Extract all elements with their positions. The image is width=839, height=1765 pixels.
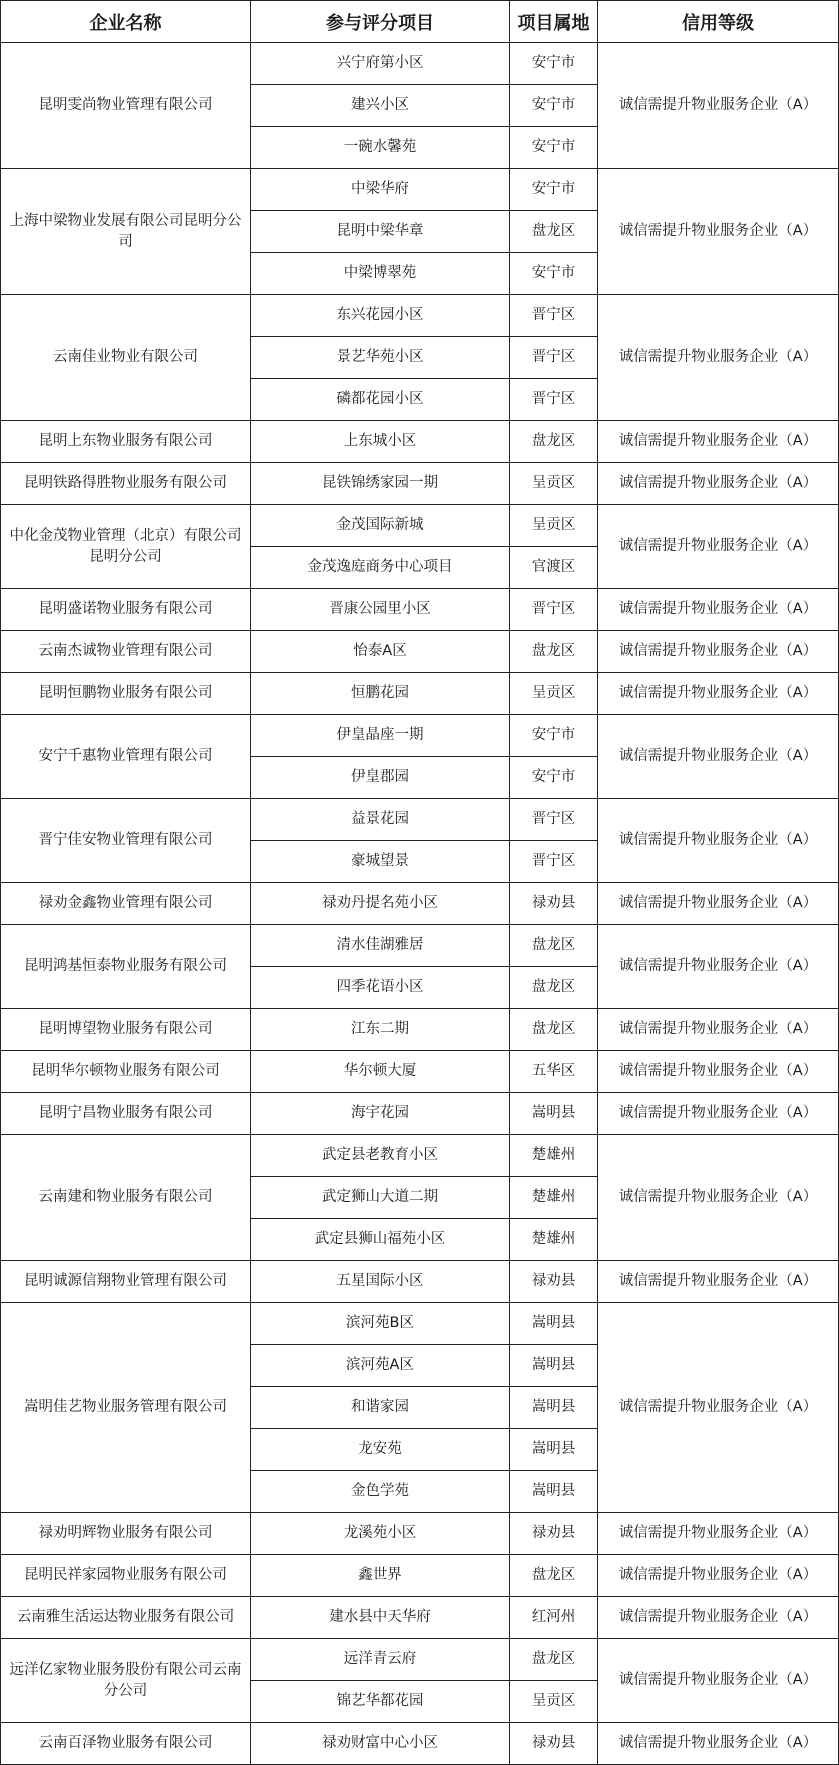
project-cell: 磷都花园小区 — [251, 379, 510, 421]
location-cell: 楚雄州 — [510, 1219, 598, 1261]
table-row — [1, 1051, 839, 1093]
location-cell: 晋宁区 — [510, 337, 598, 379]
location-cell: 嵩明县 — [510, 1093, 598, 1135]
project-cell: 上东城小区 — [251, 421, 510, 463]
credit-level-cell: 诚信需提升物业服务企业（A） — [598, 1639, 839, 1723]
table-row — [1, 799, 839, 841]
project-cell: 海宇花园 — [251, 1093, 510, 1135]
location-cell: 嵩明县 — [510, 1471, 598, 1513]
company-name-cell: 昆明华尔顿物业服务有限公司 — [1, 1051, 251, 1093]
project-cell: 清水佳湖雅居 — [251, 925, 510, 967]
table-row — [1, 1009, 839, 1051]
location-cell: 楚雄州 — [510, 1135, 598, 1177]
credit-level-cell: 诚信需提升物业服务企业（A） — [598, 1513, 839, 1555]
project-cell: 一碗水馨苑 — [251, 127, 510, 169]
credit-level-cell: 诚信需提升物业服务企业（A） — [598, 925, 839, 1009]
location-cell: 盘龙区 — [510, 1555, 598, 1597]
table-row — [1, 589, 839, 631]
location-cell: 呈贡区 — [510, 463, 598, 505]
project-cell: 东兴花园小区 — [251, 295, 510, 337]
company-name-cell: 云南佳业物业有限公司 — [1, 295, 251, 421]
table-row — [1, 295, 839, 337]
project-cell: 建兴小区 — [251, 85, 510, 127]
project-cell: 滨河苑A区 — [251, 1345, 510, 1387]
location-cell: 五华区 — [510, 1051, 598, 1093]
table-row — [1, 1303, 839, 1345]
location-cell: 嵩明县 — [510, 1429, 598, 1471]
company-name-cell: 昆明上东物业服务有限公司 — [1, 421, 251, 463]
table-row — [1, 631, 839, 673]
table-row — [1, 883, 839, 925]
credit-level-cell: 诚信需提升物业服务企业（A） — [598, 1723, 839, 1765]
project-cell: 五星国际小区 — [251, 1261, 510, 1303]
credit-level-cell: 诚信需提升物业服务企业（A） — [598, 883, 839, 925]
location-cell: 盘龙区 — [510, 421, 598, 463]
table-row — [1, 1261, 839, 1303]
location-cell: 盘龙区 — [510, 1639, 598, 1681]
table-row — [1, 421, 839, 463]
company-name-cell: 远洋亿家物业服务股份有限公司云南分公司 — [1, 1639, 251, 1723]
project-cell: 江东二期 — [251, 1009, 510, 1051]
location-cell: 禄劝县 — [510, 1513, 598, 1555]
project-cell: 华尔顿大厦 — [251, 1051, 510, 1093]
location-cell: 晋宁区 — [510, 589, 598, 631]
credit-level-cell: 诚信需提升物业服务企业（A） — [598, 589, 839, 631]
company-name-cell: 昆明鸿基恒泰物业服务有限公司 — [1, 925, 251, 1009]
company-name-cell: 禄劝明辉物业服务有限公司 — [1, 1513, 251, 1555]
project-cell: 中梁华府 — [251, 169, 510, 211]
project-cell: 景艺华苑小区 — [251, 337, 510, 379]
project-cell: 远洋青云府 — [251, 1639, 510, 1681]
table-row — [1, 1723, 839, 1765]
company-name-cell: 昆明博望物业服务有限公司 — [1, 1009, 251, 1051]
project-cell: 恒鹏花园 — [251, 673, 510, 715]
credit-level-cell: 诚信需提升物业服务企业（A） — [598, 1135, 839, 1261]
location-cell: 晋宁区 — [510, 841, 598, 883]
location-cell: 晋宁区 — [510, 379, 598, 421]
location-cell: 楚雄州 — [510, 1177, 598, 1219]
project-cell: 锦艺华都花园 — [251, 1681, 510, 1723]
project-cell: 龙溪苑小区 — [251, 1513, 510, 1555]
credit-level-cell: 诚信需提升物业服务企业（A） — [598, 169, 839, 295]
company-name-cell: 晋宁佳安物业管理有限公司 — [1, 799, 251, 883]
project-cell: 龙安苑 — [251, 1429, 510, 1471]
company-name-cell: 安宁千惠物业管理有限公司 — [1, 715, 251, 799]
project-cell: 四季花语小区 — [251, 967, 510, 1009]
location-cell: 红河州 — [510, 1597, 598, 1639]
project-cell: 建水县中天华府 — [251, 1597, 510, 1639]
company-name-cell: 嵩明佳艺物业服务管理有限公司 — [1, 1303, 251, 1513]
company-name-cell: 昆明盛诺物业服务有限公司 — [1, 589, 251, 631]
header-location: 项目属地 — [510, 1, 598, 43]
location-cell: 嵩明县 — [510, 1345, 598, 1387]
table-body — [1, 43, 839, 1765]
header-row — [1, 1, 839, 43]
table-row — [1, 43, 839, 85]
location-cell: 安宁市 — [510, 127, 598, 169]
header-company-name: 企业名称 — [1, 1, 251, 43]
project-cell: 昆铁锦绣家园一期 — [251, 463, 510, 505]
location-cell: 嵩明县 — [510, 1303, 598, 1345]
location-cell: 安宁市 — [510, 715, 598, 757]
location-cell: 盘龙区 — [510, 1009, 598, 1051]
location-cell: 安宁市 — [510, 169, 598, 211]
credit-level-cell: 诚信需提升物业服务企业（A） — [598, 43, 839, 169]
project-cell: 中梁博翠苑 — [251, 253, 510, 295]
project-cell: 和谐家园 — [251, 1387, 510, 1429]
credit-level-cell: 诚信需提升物业服务企业（A） — [598, 715, 839, 799]
location-cell: 盘龙区 — [510, 631, 598, 673]
company-name-cell: 昆明雯尚物业管理有限公司 — [1, 43, 251, 169]
table-row — [1, 673, 839, 715]
location-cell: 安宁市 — [510, 43, 598, 85]
location-cell: 禄劝县 — [510, 883, 598, 925]
project-cell: 晋康公园里小区 — [251, 589, 510, 631]
location-cell: 呈贡区 — [510, 505, 598, 547]
project-cell: 滨河苑B区 — [251, 1303, 510, 1345]
table-row — [1, 1639, 839, 1681]
location-cell: 盘龙区 — [510, 925, 598, 967]
project-cell: 伊皇郡园 — [251, 757, 510, 799]
table-row — [1, 715, 839, 757]
credit-level-cell: 诚信需提升物业服务企业（A） — [598, 799, 839, 883]
location-cell: 禄劝县 — [510, 1261, 598, 1303]
location-cell: 安宁市 — [510, 253, 598, 295]
location-cell: 安宁市 — [510, 85, 598, 127]
location-cell: 晋宁区 — [510, 799, 598, 841]
project-cell: 武定县狮山福苑小区 — [251, 1219, 510, 1261]
company-name-cell: 昆明民祥家园物业服务有限公司 — [1, 1555, 251, 1597]
project-cell: 武定狮山大道二期 — [251, 1177, 510, 1219]
table-row — [1, 463, 839, 505]
location-cell: 盘龙区 — [510, 967, 598, 1009]
credit-level-cell: 诚信需提升物业服务企业（A） — [598, 1009, 839, 1051]
project-cell: 益景花园 — [251, 799, 510, 841]
table-row — [1, 1093, 839, 1135]
credit-level-cell: 诚信需提升物业服务企业（A） — [598, 1093, 839, 1135]
project-cell: 豪城望景 — [251, 841, 510, 883]
location-cell: 盘龙区 — [510, 211, 598, 253]
credit-level-cell: 诚信需提升物业服务企业（A） — [598, 1261, 839, 1303]
company-name-cell: 云南建和物业服务有限公司 — [1, 1135, 251, 1261]
credit-level-cell: 诚信需提升物业服务企业（A） — [598, 295, 839, 421]
table-row — [1, 1597, 839, 1639]
company-name-cell: 上海中梁物业发展有限公司昆明分公司 — [1, 169, 251, 295]
location-cell: 安宁市 — [510, 757, 598, 799]
company-name-cell: 昆明恒鹏物业服务有限公司 — [1, 673, 251, 715]
company-name-cell: 昆明宁昌物业服务有限公司 — [1, 1093, 251, 1135]
location-cell: 晋宁区 — [510, 295, 598, 337]
credit-level-cell: 诚信需提升物业服务企业（A） — [598, 463, 839, 505]
project-cell: 禄劝财富中心小区 — [251, 1723, 510, 1765]
credit-level-cell: 诚信需提升物业服务企业（A） — [598, 673, 839, 715]
credit-level-cell: 诚信需提升物业服务企业（A） — [598, 421, 839, 463]
project-cell: 伊皇晶座一期 — [251, 715, 510, 757]
table-row — [1, 925, 839, 967]
company-name-cell: 云南百泽物业服务有限公司 — [1, 1723, 251, 1765]
table-row — [1, 505, 839, 547]
company-name-cell: 中化金茂物业管理（北京）有限公司昆明分公司 — [1, 505, 251, 589]
location-cell: 官渡区 — [510, 547, 598, 589]
location-cell: 嵩明县 — [510, 1387, 598, 1429]
credit-level-cell: 诚信需提升物业服务企业（A） — [598, 505, 839, 589]
table-row — [1, 1135, 839, 1177]
header-project: 参与评分项目 — [251, 1, 510, 43]
project-cell: 金色学苑 — [251, 1471, 510, 1513]
credit-level-cell: 诚信需提升物业服务企业（A） — [598, 1303, 839, 1513]
credit-level-cell: 诚信需提升物业服务企业（A） — [598, 631, 839, 673]
table-row — [1, 1513, 839, 1555]
project-cell: 兴宁府第小区 — [251, 43, 510, 85]
project-cell: 金茂国际新城 — [251, 505, 510, 547]
header-credit-level: 信用等级 — [598, 1, 839, 43]
company-name-cell: 云南杰诚物业管理有限公司 — [1, 631, 251, 673]
location-cell: 禄劝县 — [510, 1723, 598, 1765]
project-cell: 武定县老教育小区 — [251, 1135, 510, 1177]
credit-level-cell: 诚信需提升物业服务企业（A） — [598, 1051, 839, 1093]
company-name-cell: 昆明诚源信翔物业管理有限公司 — [1, 1261, 251, 1303]
project-cell: 昆明中梁华章 — [251, 211, 510, 253]
project-cell: 禄劝丹提名苑小区 — [251, 883, 510, 925]
location-cell: 呈贡区 — [510, 673, 598, 715]
company-name-cell: 禄劝金鑫物业管理有限公司 — [1, 883, 251, 925]
company-name-cell: 云南雅生活运达物业服务有限公司 — [1, 1597, 251, 1639]
location-cell: 呈贡区 — [510, 1681, 598, 1723]
project-cell: 怡泰A区 — [251, 631, 510, 673]
project-cell: 金茂逸庭商务中心项目 — [251, 547, 510, 589]
credit-level-cell: 诚信需提升物业服务企业（A） — [598, 1555, 839, 1597]
table-row — [1, 1555, 839, 1597]
table-row — [1, 169, 839, 211]
credit-level-cell: 诚信需提升物业服务企业（A） — [598, 1597, 839, 1639]
company-name-cell: 昆明铁路得胜物业服务有限公司 — [1, 463, 251, 505]
project-cell: 鑫世界 — [251, 1555, 510, 1597]
